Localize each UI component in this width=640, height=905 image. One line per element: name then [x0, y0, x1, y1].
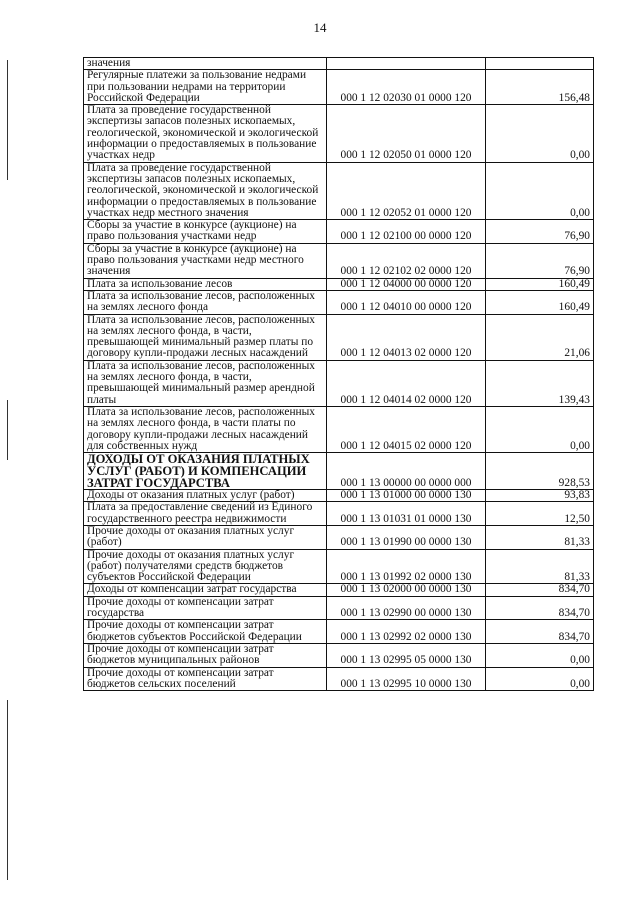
table-row: [84, 278, 594, 290]
table-row: [84, 70, 594, 105]
table-row: [84, 549, 594, 584]
revenue-name-cell: значения: [84, 58, 327, 70]
amount-cell: 81,33: [486, 525, 594, 549]
table-row: [84, 525, 594, 549]
budget-code-cell: 000 1 13 02990 00 0000 130: [327, 596, 486, 620]
budget-code-cell: 000 1 12 04010 00 0000 120: [327, 290, 486, 314]
table-row: [84, 105, 594, 162]
amount-cell: 0,00: [486, 105, 594, 162]
budget-code-cell: 000 1 12 02102 02 0000 120: [327, 243, 486, 278]
amount-cell: 12,50: [486, 502, 594, 526]
budget-code-cell: [327, 58, 486, 70]
budget-code-cell: 000 1 12 04000 00 0000 120: [327, 278, 486, 290]
budget-code-cell: 000 1 12 02100 00 0000 120: [327, 220, 486, 244]
amount-cell: 139,43: [486, 360, 594, 406]
table-row: [84, 502, 594, 526]
revenue-name-cell: Прочие доходы от компенсации затрат бюджетов муниципальных районов: [84, 643, 327, 667]
table-row: [84, 667, 594, 691]
budget-code-cell: 000 1 13 01990 00 0000 130: [327, 525, 486, 549]
amount-cell: 834,70: [486, 584, 594, 596]
budget-code-cell: 000 1 13 02995 05 0000 130: [327, 643, 486, 667]
budget-code-cell: 000 1 12 02030 01 0000 120: [327, 70, 486, 105]
budget-code-cell: 000 1 12 04015 02 0000 120: [327, 406, 486, 452]
budget-code-cell: 000 1 13 02000 00 0000 130: [327, 584, 486, 596]
amount-cell: 834,70: [486, 596, 594, 620]
revenue-name-cell: Плата за использование лесов, расположенных на землях лесного фонда, в части, превышающей минимальный размер арендной платы: [84, 360, 327, 406]
table-row: [84, 453, 594, 490]
revenue-name-cell: Плата за проведение государственной экспертизы запасов полезных ископаемых, геологической, экономической и экологической информации о предоставляемых в пользование участках недр: [84, 105, 327, 162]
revenue-name-cell: Плата за использование лесов: [84, 278, 327, 290]
budget-code-cell: 000 1 13 00000 00 0000 000: [327, 453, 486, 490]
amount-cell: 21,06: [486, 314, 594, 360]
table-row: [84, 490, 594, 502]
amount-cell: 0,00: [486, 406, 594, 452]
budget-code-cell: 000 1 13 01000 00 0000 130: [327, 490, 486, 502]
budget-code-cell: 000 1 13 02995 10 0000 130: [327, 667, 486, 691]
amount-cell: 156,48: [486, 70, 594, 105]
revenue-name-cell: Плата за предоставление сведений из Единого государственного реестра недвижимости: [84, 502, 327, 526]
binding-mark: [7, 700, 8, 880]
table-row: [84, 314, 594, 360]
table-row: [84, 162, 594, 219]
amount-cell: 0,00: [486, 162, 594, 219]
budget-code-cell: 000 1 12 02050 01 0000 120: [327, 105, 486, 162]
revenue-name-cell: Прочие доходы от оказания платных услуг (работ): [84, 525, 327, 549]
table-row: [84, 360, 594, 406]
revenue-name-cell: Плата за использование лесов, расположенных на землях лесного фонда, в части, превышающей минимальный размер платы по договору купли-продажи лесных насаждений: [84, 314, 327, 360]
table-row: [84, 643, 594, 667]
budget-code-cell: 000 1 12 04014 02 0000 120: [327, 360, 486, 406]
amount-cell: 76,90: [486, 220, 594, 244]
amount-cell: 81,33: [486, 549, 594, 584]
table-row: [84, 596, 594, 620]
revenue-name-cell: Сборы за участие в конкурсе (аукционе) на право пользования участками недр: [84, 220, 327, 244]
table-row: [84, 406, 594, 452]
revenue-name-cell: Прочие доходы от компенсации затрат государства: [84, 596, 327, 620]
revenue-table-body: [84, 58, 594, 691]
budget-code-cell: 000 1 12 02052 01 0000 120: [327, 162, 486, 219]
amount-cell: 93,83: [486, 490, 594, 502]
revenue-name-cell: Доходы от компенсации затрат государства: [84, 584, 327, 596]
revenue-name-cell: Прочие доходы от компенсации затрат бюджетов субъектов Российской Федерации: [84, 620, 327, 644]
revenue-name-cell: ДОХОДЫ ОТ ОКАЗАНИЯ ПЛАТНЫХ УСЛУГ (РАБОТ) И КОМПЕНСАЦИИ ЗАТРАТ ГОСУДАРСТВА: [84, 453, 327, 490]
page-number: 14: [313, 20, 327, 35]
revenue-name-cell: Плата за проведение государственной экспертизы запасов полезных ископаемых, геологической, экономической и экологической информации о предоставляемых в пользование участках недр местного значения: [84, 162, 327, 219]
binding-mark: [7, 60, 8, 180]
revenue-name-cell: Плата за использование лесов, расположенных на землях лесного фонда: [84, 290, 327, 314]
table-row: [84, 58, 594, 70]
table-row: [84, 243, 594, 278]
revenue-name-cell: Прочие доходы от оказания платных услуг (работ) получателями средств бюджетов субъектов Российской Федерации: [84, 549, 327, 584]
amount-cell: [486, 58, 594, 70]
amount-cell: 0,00: [486, 643, 594, 667]
table-row: [84, 220, 594, 244]
revenue-name-cell: Плата за использование лесов, расположенных на землях лесного фонда, в части платы по договору купли-продажи лесных насаждений для собственных нужд: [84, 406, 327, 452]
amount-cell: 928,53: [486, 453, 594, 490]
binding-mark: [7, 400, 8, 460]
table-row: [84, 290, 594, 314]
revenue-name-cell: Регулярные платежи за пользование недрами при пользовании недрами на территории Российской Федерации: [84, 70, 327, 105]
revenue-table: [83, 57, 594, 691]
budget-code-cell: 000 1 13 01031 01 0000 130: [327, 502, 486, 526]
revenue-name-cell: Сборы за участие в конкурсе (аукционе) на право пользования участками недр местного значения: [84, 243, 327, 278]
amount-cell: 0,00: [486, 667, 594, 691]
amount-cell: 160,49: [486, 290, 594, 314]
table-row: [84, 584, 594, 596]
budget-code-cell: 000 1 12 04013 02 0000 120: [327, 314, 486, 360]
table-row: [84, 620, 594, 644]
revenue-name-cell: Доходы от оказания платных услуг (работ): [84, 490, 327, 502]
amount-cell: 76,90: [486, 243, 594, 278]
budget-code-cell: 000 1 13 02992 02 0000 130: [327, 620, 486, 644]
budget-code-cell: 000 1 13 01992 02 0000 130: [327, 549, 486, 584]
amount-cell: 160,49: [486, 278, 594, 290]
amount-cell: 834,70: [486, 620, 594, 644]
revenue-name-cell: Прочие доходы от компенсации затрат бюджетов сельских поселений: [84, 667, 327, 691]
